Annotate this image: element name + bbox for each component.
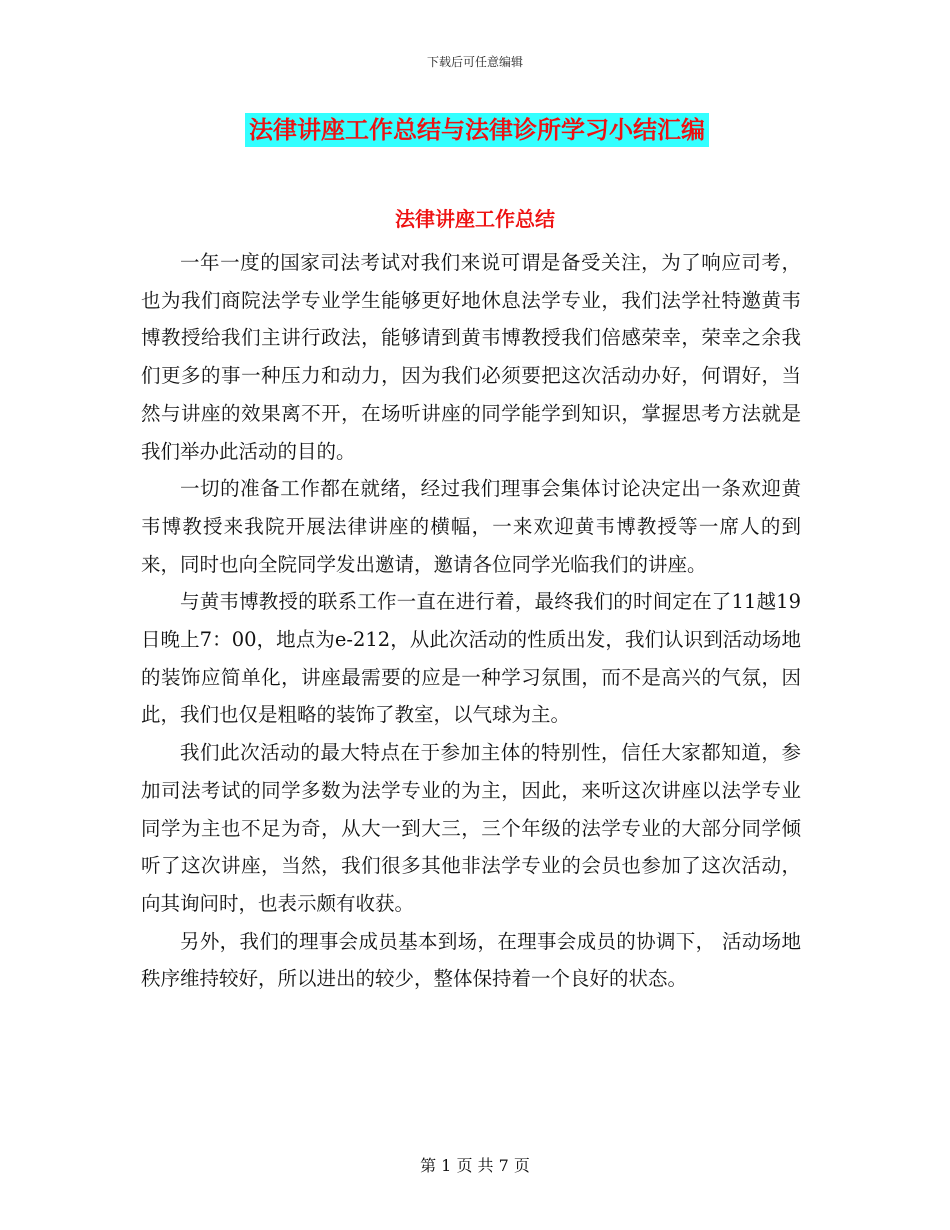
document-body <box>141 244 801 998</box>
section-title: 法律讲座工作总结 <box>395 207 555 231</box>
paragraph: 一年一度的国家司法考试对我们来说可谓是备受关注，为了响应司考，也为我们商院法学专业学生能够更好地休息法学专业，我们法学社特邀黄韦博教授给我们主讲行政法，能够请到黄韦博教授我们倍感荣幸，荣幸之余我们更多的事一种压力和动力，因为我们必须要把这次活动办好，何谓好，当然与讲座的效果离不开，在场听讲座的同学能学到知识，掌握思考方法就是我们举办此活动的目的。 <box>141 251 801 463</box>
paragraph: 与黄韦博教授的联系工作一直在进行着，最终我们的时间定在了11越19日晚上7：00，地点为e-212，从此次活动的性质出发，我们认识到活动场地的装饰应简单化，讲座最需要的应是一种学习氛围，而不是高兴的气氛，因此，我们也仅是粗略的装饰了教室，以气球为主。 <box>141 590 801 727</box>
header-note: 下载后可任意编辑 <box>426 55 523 69</box>
page-number-footer: 第 1 页 共 7 页 <box>420 1156 530 1175</box>
paragraph: 另外，我们的理事会成员基本到场，在理事会成员的协调下， 活动场地秩序维持较好，所以进出的较少，整体保持着一个良好的状态。 <box>141 929 801 991</box>
document-title: 法律讲座工作总结与法律诊所学习小结汇编 <box>245 113 709 147</box>
paragraph: 我们此次活动的最大特点在于参加主体的特别性，信任大家都知道，参加司法考试的同学多数为法学专业的为主，因此，来听这次讲座以法学专业同学为主也不足为奇，从大一到大三，三个年级的法学专业的大部分同学倾听了这次讲座，当然，我们很多其他非法学专业的会员也参加了这次活动，向其询问时，也表示颇有收获。 <box>141 741 801 915</box>
paragraph: 一切的准备工作都在就绪，经过我们理事会集体讨论决定出一条欢迎黄韦博教授来我院开展法律讲座的横幅，一来欢迎黄韦博教授等一席人的到来，同时也向全院同学发出邀请，邀请各位同学光临我们的讲座。 <box>141 477 801 576</box>
